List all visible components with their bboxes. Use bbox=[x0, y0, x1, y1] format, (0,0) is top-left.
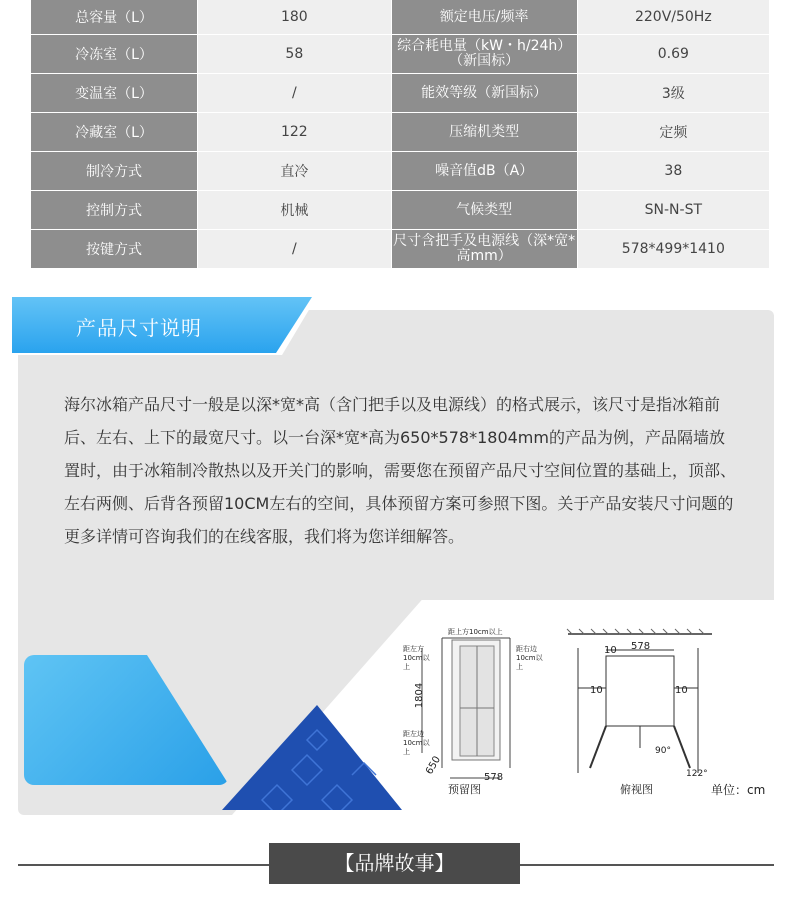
spec-key: 尺寸含把手及电源线（深*宽*高mm） bbox=[391, 230, 577, 269]
spec-value: SN-N-ST bbox=[577, 191, 769, 230]
top-clearance-note: 距上方10cm以上 bbox=[448, 628, 503, 636]
spec-table bbox=[31, 0, 770, 269]
spec-value: / bbox=[197, 230, 391, 269]
spec-value: 定频 bbox=[577, 113, 769, 152]
spec-key: 额定电压/频率 bbox=[391, 0, 577, 35]
caption-front: 预留图 bbox=[448, 783, 481, 796]
spec-row bbox=[31, 113, 770, 152]
spec-value: 直冷 bbox=[197, 152, 391, 191]
width-dimension: 578 bbox=[484, 772, 504, 783]
spec-row bbox=[31, 0, 770, 35]
spec-value: 38 bbox=[577, 152, 769, 191]
spec-key: 总容量（L） bbox=[31, 0, 197, 35]
top-width-label: 578 bbox=[631, 641, 651, 652]
spec-row bbox=[31, 74, 770, 113]
spec-row bbox=[31, 152, 770, 191]
spec-key: 能效等级（新国标） bbox=[391, 74, 577, 113]
spec-key: 噪音值dB（A） bbox=[391, 152, 577, 191]
spec-key: 控制方式 bbox=[31, 191, 197, 230]
spec-value: 220V/50Hz bbox=[577, 0, 769, 35]
spec-key: 综合耗电量（kW・h/24h）（新国标） bbox=[391, 35, 577, 74]
left-gap-label: 10 bbox=[590, 685, 603, 696]
spec-value: 0.69 bbox=[577, 35, 769, 74]
spec-value: 122 bbox=[197, 113, 391, 152]
depth-dimension: 650 bbox=[424, 754, 444, 777]
spec-value: 578*499*1410 bbox=[577, 230, 769, 269]
height-dimension: 1804 bbox=[414, 682, 426, 709]
decor-navy-pattern bbox=[222, 705, 402, 810]
dimension-description: 海尔冰箱产品尺寸一般是以深*宽*高（含门把手以及电源线）的格式展示，该尺寸是指冰箱前后、左右、上下的最宽尺寸。以一台深*宽*高为650*578*1804mm的产品为例，产品隔墙放置时，由于冰箱制冷散热以及开关门的影响，需要您在预留产品尺寸空间位置的基础上，顶部、左右两侧、后背各预留10CM左右的空间，具体预留方案可参照下图。关于产品安装尺寸问题的更多详情可咨询我们的在线客服，我们将为您详细解答。 bbox=[64, 395, 737, 546]
right-gap-label: 10 bbox=[675, 685, 688, 696]
spec-row bbox=[31, 35, 770, 74]
left-clearance-note: 距左方10cm以上 bbox=[403, 645, 430, 671]
spec-row bbox=[31, 230, 770, 269]
door-angle-90: 90° bbox=[655, 746, 671, 756]
back-clearance-note: 距左边10cm以上 bbox=[403, 730, 430, 756]
brand-story-heading: 【品牌故事】 bbox=[269, 843, 520, 884]
caption-top-view: 俯视图 bbox=[620, 783, 653, 796]
spec-key: 冷冻室（L） bbox=[31, 35, 197, 74]
spec-row bbox=[31, 191, 770, 230]
spec-key: 按键方式 bbox=[31, 230, 197, 269]
section-title: 产品尺寸说明 bbox=[76, 316, 202, 340]
top-gap-label: 10 bbox=[604, 645, 617, 656]
unit-label: 单位：cm bbox=[711, 783, 766, 797]
spec-key: 压缩机类型 bbox=[391, 113, 577, 152]
spec-key: 气候类型 bbox=[391, 191, 577, 230]
right-clearance-note: 距右边10cm以上 bbox=[516, 645, 543, 671]
fridge-top-view-diagram bbox=[560, 628, 720, 788]
spec-value: / bbox=[197, 74, 391, 113]
spec-value: 3级 bbox=[577, 74, 769, 113]
spec-key: 变温室（L） bbox=[31, 74, 197, 113]
spec-key: 制冷方式 bbox=[31, 152, 197, 191]
spec-value: 58 bbox=[197, 35, 391, 74]
door-angle-122: 122° bbox=[686, 769, 708, 779]
spec-key: 冷藏室（L） bbox=[31, 113, 197, 152]
spec-value: 180 bbox=[197, 0, 391, 35]
spec-value: 机械 bbox=[197, 191, 391, 230]
